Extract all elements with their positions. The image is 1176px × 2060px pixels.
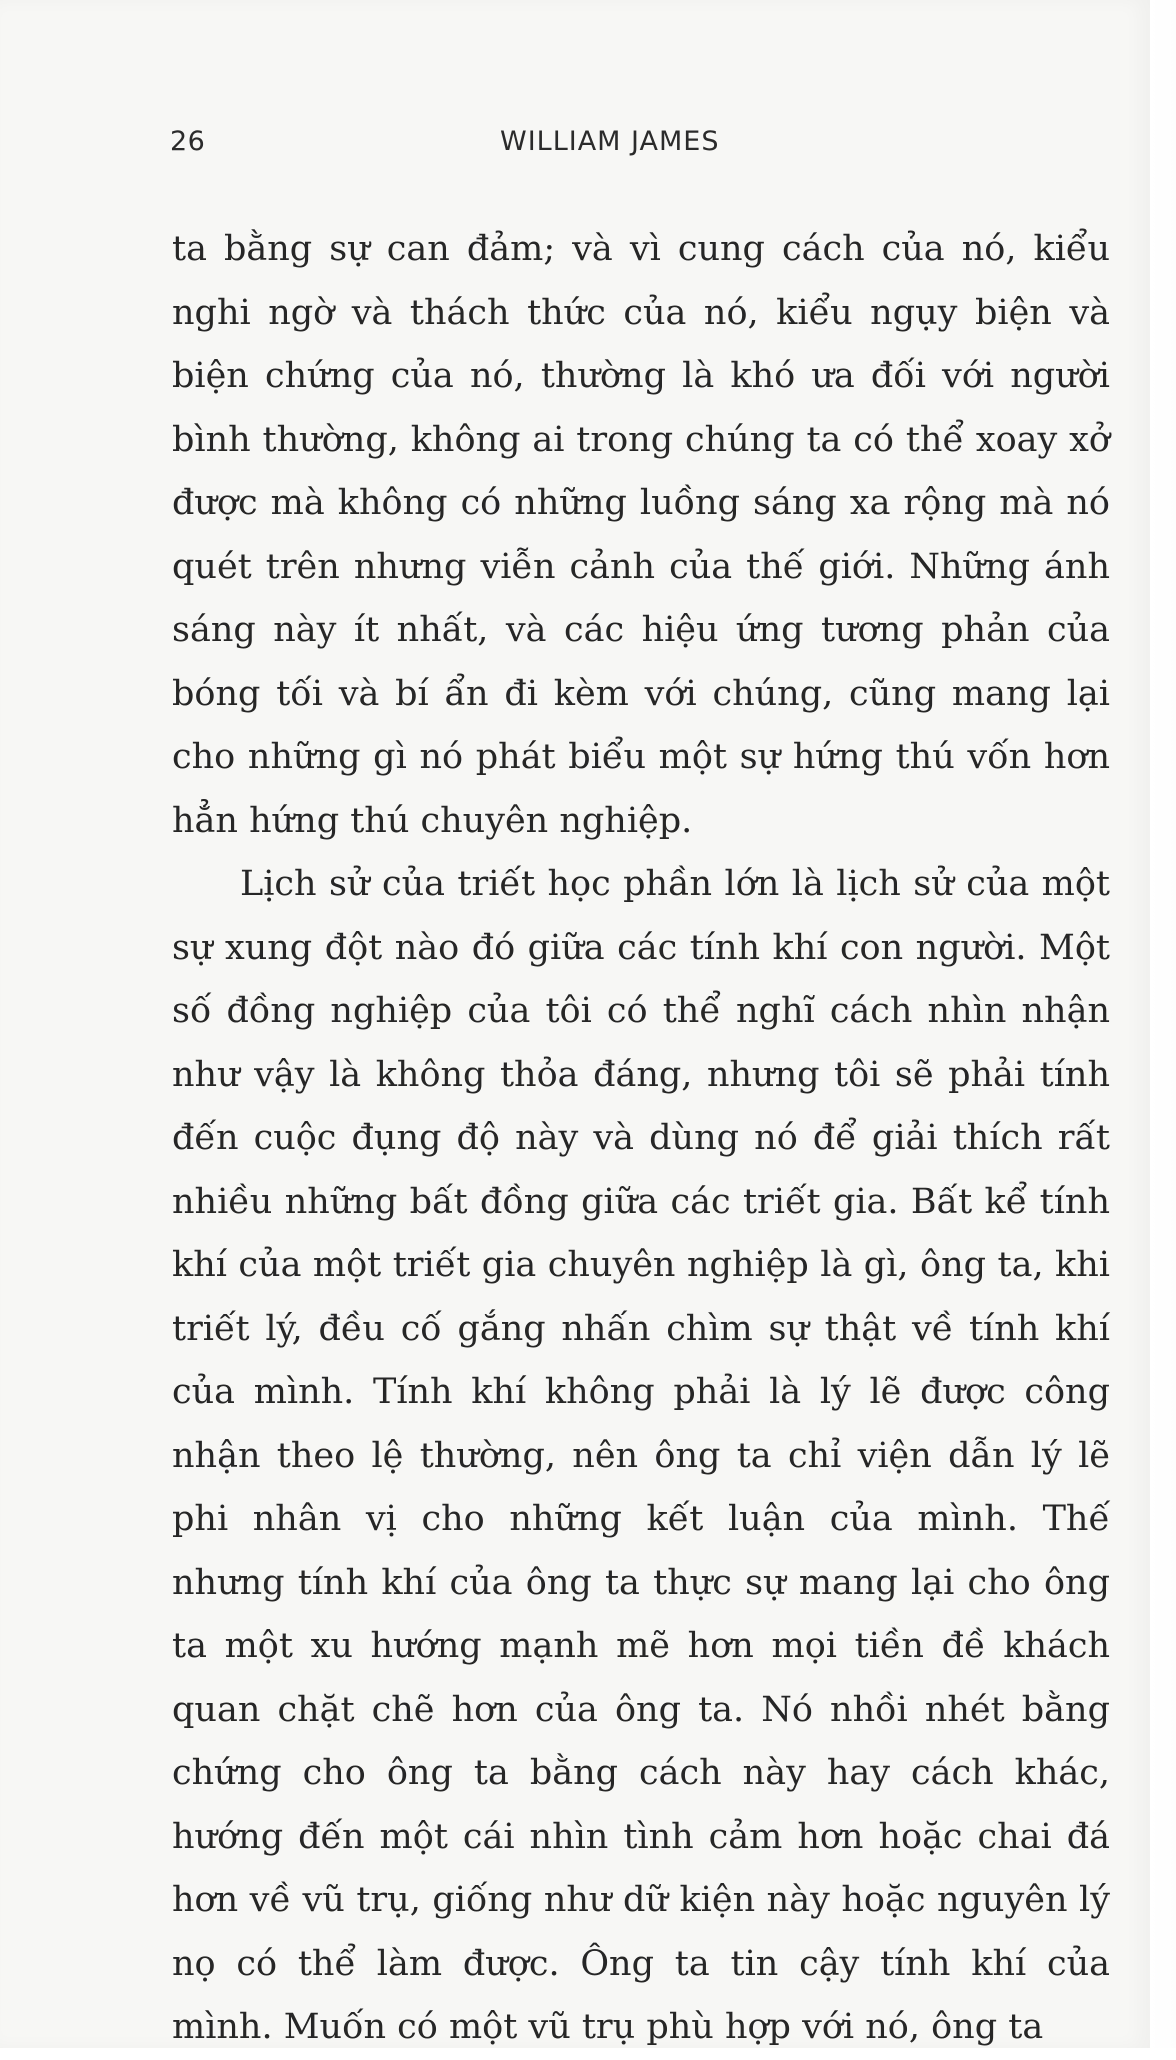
page-number: 26 (170, 126, 206, 157)
running-title: WILLIAM JAMES (500, 126, 720, 157)
body-text (172, 218, 1110, 2060)
paragraph-continued: ta bằng sự can đảm; và vì cung cách của nó, kiểu nghi ngờ và thách thức của nó, kiểu ngụy biện và biện chứng của nó, thường là khó ưa đối với người bình thường, không ai trong chúng ta có thể xoay xở được mà không có những luồng sáng xa rộng mà nó quét trên nhưng viễn cảnh của thế giới. Những ánh sáng này ít nhất, và các hiệu ứng tương phản của bóng tối và bí ẩn đi kèm với chúng, cũng mang lại cho những gì nó phát biểu một sự hứng thú vốn hơn hẳn hứng thú chuyên nghiệp. (172, 229, 1110, 841)
running-header (0, 126, 1150, 166)
paragraph-history-of-philosophy: Lịch sử của triết học phần lớn là lịch sử của một sự xung đột nào đó giữa các tính khí con người. Một số đồng nghiệp của tôi có thể nghĩ cách nhìn nhận như vậy là không thỏa đáng, nhưng tôi sẽ phải tính đến cuộc đụng độ này và dùng nó để giải thích rất nhiều những bất đồng giữa các triết gia. Bất kể tính khí của một triết gia chuyên nghiệp là gì, ông ta, khi triết lý, đều cố gắng nhấn chìm sự thật về tính khí của mình. Tính khí không phải là lý lẽ được công nhận theo lệ thường, nên ông ta chỉ viện dẫn lý lẽ phi nhân vị cho những kết luận của mình. Thế nhưng tính khí của ông ta thực sự mang lại cho ông ta một xu hướng mạnh mẽ hơn mọi tiền đề khách quan chặt chẽ hơn của ông ta. Nó nhồi nhét bằng chứng cho ông ta bằng cách này hay cách khác, hướng đến một cái nhìn tình cảm hơn hoặc chai đá hơn về vũ trụ, giống như dữ kiện này hoặc nguyên lý nọ có thể làm được. Ông ta tin cậy tính khí của mình. Muốn có một vũ trụ phù hợp với nó, ông ta (172, 864, 1110, 2047)
